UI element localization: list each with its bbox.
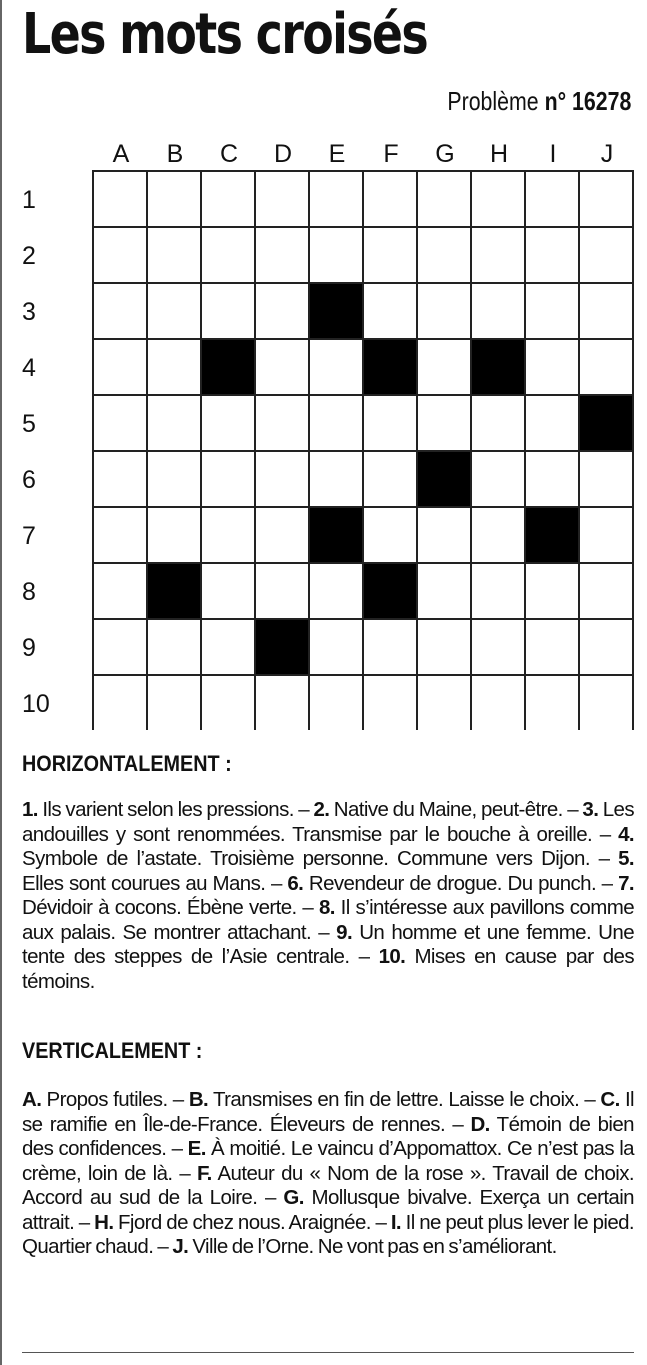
grid-cell-b1[interactable]	[148, 172, 200, 226]
column-label-j: J	[600, 140, 614, 168]
black-cell-d9	[256, 620, 308, 674]
clue-number: F.	[197, 1161, 212, 1185]
grid-cell-f1[interactable]	[364, 172, 416, 226]
horizontal-heading: HORIZONTALEMENT :	[22, 751, 232, 776]
black-cell-c4	[202, 340, 254, 394]
grid-cell-b4[interactable]	[148, 340, 200, 394]
grid-cell-d2[interactable]	[256, 228, 308, 282]
black-cell-j5	[580, 396, 632, 450]
clue-number: 9.	[336, 920, 353, 944]
column-label-i: I	[549, 140, 557, 168]
grid-cell-d1[interactable]	[256, 172, 308, 226]
grid-cell-h10[interactable]	[472, 676, 524, 730]
black-cell-e7	[310, 508, 362, 562]
column-label-a: A	[112, 140, 130, 168]
grid-cell-i1[interactable]	[526, 172, 578, 226]
clue-number: B.	[188, 1088, 209, 1111]
grid-cell-g5[interactable]	[418, 396, 470, 450]
black-cell-e3	[310, 284, 362, 338]
grid-cell-f10[interactable]	[364, 676, 416, 730]
grid-cell-j3[interactable]	[580, 284, 632, 338]
grid-cell-e9[interactable]	[310, 620, 362, 674]
grid-cell-i10[interactable]	[526, 676, 578, 730]
clue-text: Elles sont courues au Mans.	[22, 871, 266, 895]
clue-text: Ils varient selon les pressions.	[37, 798, 294, 821]
clue-text: Les andouilles y sont renommées. Transmise par le bouche à oreille.	[22, 798, 634, 846]
row-label-8: 8	[22, 578, 36, 606]
grid-cell-g9[interactable]	[418, 620, 470, 674]
clue-text: Auteur du « Nom de la rose ». Travail de choix. Accord au sud de la Loire.	[22, 1161, 634, 1209]
grid-cell-e2[interactable]	[310, 228, 362, 282]
clue-text: Transmises en fin de lettre. Laisse le choix.	[208, 1088, 580, 1111]
clue-number: 4.	[618, 822, 634, 846]
grid-cell-d7[interactable]	[256, 508, 308, 562]
grid-cell-g3[interactable]	[418, 284, 470, 338]
clue-number: 5.	[618, 847, 634, 870]
clue-text: Il s’intéresse aux pavillons comme aux palais. Se montrer attachant.	[22, 896, 634, 944]
vertical-heading: VERTICALEMENT :	[22, 1038, 203, 1063]
grid-cell-j9[interactable]	[580, 620, 632, 674]
grid-cell-g7[interactable]	[418, 508, 470, 562]
clue-text: Mollusque bivalve. Exerça un certain attrait.	[22, 1186, 634, 1234]
grid-cell-f6[interactable]	[364, 452, 416, 506]
black-cell-h4	[472, 340, 524, 394]
clue-number: 10.	[378, 945, 406, 968]
clue-number: J.	[172, 1235, 189, 1258]
grid-cell-j10[interactable]	[580, 676, 632, 730]
clue-number: D.	[470, 1112, 490, 1136]
vertical-clue-2	[189, 1088, 579, 1111]
horizontal-clue-6	[287, 872, 596, 895]
grid-cell-c10[interactable]	[202, 676, 254, 730]
row-label-2: 2	[22, 242, 36, 270]
grid-cell-b6[interactable]	[148, 452, 200, 506]
grid-cell-a1[interactable]	[94, 172, 146, 226]
row-label-3: 3	[22, 298, 36, 326]
grid-cell-a10[interactable]	[94, 676, 146, 730]
grid-cell-b2[interactable]	[148, 228, 200, 282]
column-label-c: C	[219, 140, 239, 168]
grid-cell-f7[interactable]	[364, 508, 416, 562]
grid-cell-e4[interactable]	[310, 340, 362, 394]
clue-text: Il ne peut plus lever le pied. Quartier chaud.	[22, 1210, 635, 1258]
grid-cell-g2[interactable]	[418, 228, 470, 282]
grid-cell-i8[interactable]	[526, 564, 578, 618]
column-label-b: B	[166, 140, 184, 168]
problem-number	[447, 86, 631, 117]
column-label-g: G	[435, 140, 455, 168]
left-border-rule	[0, 0, 2, 1365]
clue-text: À moitié. Le vaincu d’Appomattox. Ce n’est pas la crème, loin de là.	[22, 1137, 634, 1185]
grid-cell-h5[interactable]	[472, 396, 524, 450]
grid-cell-i5[interactable]	[526, 396, 578, 450]
grid-cell-f9[interactable]	[364, 620, 416, 674]
grid-cell-a9[interactable]	[94, 620, 146, 674]
page-title: Les mots croisés	[22, 2, 428, 67]
clue-number: E.	[187, 1137, 206, 1160]
grid-cell-j4[interactable]	[580, 340, 632, 394]
black-cell-f4	[364, 340, 416, 394]
clue-number: I.	[390, 1210, 402, 1234]
clue-text: Symbole de l’astate. Troisième personne. Commune vers Dijon.	[22, 847, 590, 870]
grid-cell-i4[interactable]	[526, 340, 578, 394]
grid-cell-i3[interactable]	[526, 284, 578, 338]
row-label-10: 10	[22, 690, 50, 718]
clue-text: Revendeur de drogue. Du punch.	[303, 871, 597, 895]
grid-cell-b10[interactable]	[148, 676, 200, 730]
bottom-rule	[22, 1352, 634, 1353]
row-label-9: 9	[22, 634, 36, 662]
grid-cell-e1[interactable]	[310, 172, 362, 226]
crossword-grid	[92, 170, 634, 730]
grid-cell-f5[interactable]	[364, 396, 416, 450]
black-cell-g6	[418, 452, 470, 506]
grid-cell-h6[interactable]	[472, 452, 524, 506]
grid-cell-j6[interactable]	[580, 452, 632, 506]
grid-cell-h9[interactable]	[472, 620, 524, 674]
vertical-clue-10	[172, 1235, 556, 1258]
grid-cell-a6[interactable]	[94, 452, 146, 506]
clue-number: 6.	[287, 871, 304, 895]
grid-cell-c6[interactable]	[202, 452, 254, 506]
row-label-1: 1	[22, 186, 36, 214]
grid-cell-j2[interactable]	[580, 228, 632, 282]
horizontal-clues: 1. Ils varient selon les pressions. – 2. Native du Maine, peut-être. – 3. Les andouilles y sont renommées. Transmise par le bouche à oreille. – 4. Symbole de l’astate. Troisième personne. Commune vers Dijon. – 5. Elles sont courues au Mans. – 6. Revendeur de drogue. Du punch. – 7. Dévidoir à cocons. Ébène verte. – 8. Il s’intéresse aux pavillons comme aux palais. Se montrer attachant. – 9. Un homme et une femme. Une tente des steppes de l’Asie centrale. – 10. Mises en cause par des témoins.	[22, 798, 634, 993]
grid-cell-j8[interactable]	[580, 564, 632, 618]
grid-cell-h7[interactable]	[472, 508, 524, 562]
clue-text: Ville de l’Orne. Ne vont pas en s’améliorant.	[188, 1235, 557, 1258]
clue-text: Un homme et une femme. Une tente des steppes de l’Asie centrale.	[22, 920, 634, 968]
row-label-6: 6	[22, 466, 36, 494]
clue-number: H.	[94, 1210, 114, 1234]
grid-cell-c2[interactable]	[202, 228, 254, 282]
grid-cell-a8[interactable]	[94, 564, 146, 618]
grid-cell-e6[interactable]	[310, 452, 362, 506]
grid-cell-b3[interactable]	[148, 284, 200, 338]
clue-number: 2.	[313, 798, 330, 821]
clue-number: 8.	[319, 896, 335, 919]
grid-cell-f3[interactable]	[364, 284, 416, 338]
grid-cell-a3[interactable]	[94, 284, 146, 338]
vertical-clue-1	[22, 1088, 168, 1111]
column-label-d: D	[273, 140, 293, 168]
grid-cell-d4[interactable]	[256, 340, 308, 394]
grid-cell-g8[interactable]	[418, 564, 470, 618]
horizontal-clue-1	[22, 798, 294, 821]
black-cell-f8	[364, 564, 416, 618]
grid-cell-d10[interactable]	[256, 676, 308, 730]
column-label-h: H	[489, 140, 509, 168]
grid-cell-c8[interactable]	[202, 564, 254, 618]
grid-cell-h2[interactable]	[472, 228, 524, 282]
vertical-clues: A. Propos futiles. – B. Transmises en fin de lettre. Laisse le choix. – C. Il se ramifie en Île-de-France. Éleveurs de rennes. – D. Témoin de bien des confidences. – E. À moitié. Le vaincu d’Appomattox. Ce n’est pas la crème, loin de là. – F. Auteur du « Nom de la rose ». Travail de choix. Accord au sud de la Loire. – G. Mollusque bivalve. Exerça un certain attrait. – H. Fjord de chez nous. Araignée. – I. Il ne peut plus lever le pied. Quartier chaud. – J. Ville de l’Orne. Ne vont pas en s’améliorant.	[22, 1088, 635, 1258]
grid-cell-a2[interactable]	[94, 228, 146, 282]
problem-label: Problème	[447, 86, 539, 116]
grid-cell-b9[interactable]	[148, 620, 200, 674]
clue-text: Il se ramifie en Île-de-France. Éleveurs de rennes.	[22, 1088, 635, 1136]
clue-text: Fjord de chez nous. Araignée.	[113, 1210, 371, 1234]
problem-number-value: 16278	[571, 86, 631, 116]
grid-cell-f2[interactable]	[364, 228, 416, 282]
clue-number: 7.	[618, 871, 634, 895]
black-cell-b8	[148, 564, 200, 618]
clue-text: Dévidoir à cocons. Ébène verte.	[22, 896, 297, 919]
grid-cell-g10[interactable]	[418, 676, 470, 730]
grid-cell-e8[interactable]	[310, 564, 362, 618]
grid-cell-g4[interactable]	[418, 340, 470, 394]
grid-cell-j1[interactable]	[580, 172, 632, 226]
clue-number: C.	[600, 1088, 620, 1111]
row-label-4: 4	[22, 354, 36, 382]
column-label-e: E	[328, 140, 346, 168]
grid-cell-b5[interactable]	[148, 396, 200, 450]
grid-cell-i2[interactable]	[526, 228, 578, 282]
grid-cell-e5[interactable]	[310, 396, 362, 450]
grid-cell-e10[interactable]	[310, 676, 362, 730]
grid-cell-g1[interactable]	[418, 172, 470, 226]
clue-number: G.	[283, 1186, 304, 1209]
grid-cell-d3[interactable]	[256, 284, 308, 338]
problem-number-prefix: n°	[544, 86, 566, 116]
horizontal-clue-2	[313, 798, 562, 821]
clue-number: 1.	[22, 798, 38, 821]
grid-cell-c1[interactable]	[202, 172, 254, 226]
grid-cell-d5[interactable]	[256, 396, 308, 450]
grid-cell-h8[interactable]	[472, 564, 524, 618]
clue-text: Témoin de bien des confidences.	[22, 1112, 634, 1160]
clue-text: Mises en cause par des témoins.	[22, 945, 634, 993]
grid-cell-a4[interactable]	[94, 340, 146, 394]
grid-cell-c3[interactable]	[202, 284, 254, 338]
row-label-5: 5	[22, 410, 36, 438]
grid-cell-j7[interactable]	[580, 508, 632, 562]
grid-cell-d6[interactable]	[256, 452, 308, 506]
vertical-clue-8	[94, 1211, 371, 1234]
grid-cell-c9[interactable]	[202, 620, 254, 674]
grid-cell-c7[interactable]	[202, 508, 254, 562]
clue-number: 3.	[582, 798, 599, 821]
grid-cell-c5[interactable]	[202, 396, 254, 450]
grid-cell-a5[interactable]	[94, 396, 146, 450]
grid-cell-a7[interactable]	[94, 508, 146, 562]
grid-cell-i6[interactable]	[526, 452, 578, 506]
grid-cell-d8[interactable]	[256, 564, 308, 618]
clue-text: Propos futiles.	[41, 1088, 168, 1111]
grid-cell-h1[interactable]	[472, 172, 524, 226]
grid-cell-h3[interactable]	[472, 284, 524, 338]
row-label-7: 7	[22, 522, 36, 550]
grid-cell-i9[interactable]	[526, 620, 578, 674]
grid-cell-b7[interactable]	[148, 508, 200, 562]
column-label-f: F	[383, 140, 399, 168]
clue-number: A.	[22, 1088, 42, 1111]
clue-text: Native du Maine, peut-être.	[329, 798, 563, 821]
black-cell-i7	[526, 508, 578, 562]
